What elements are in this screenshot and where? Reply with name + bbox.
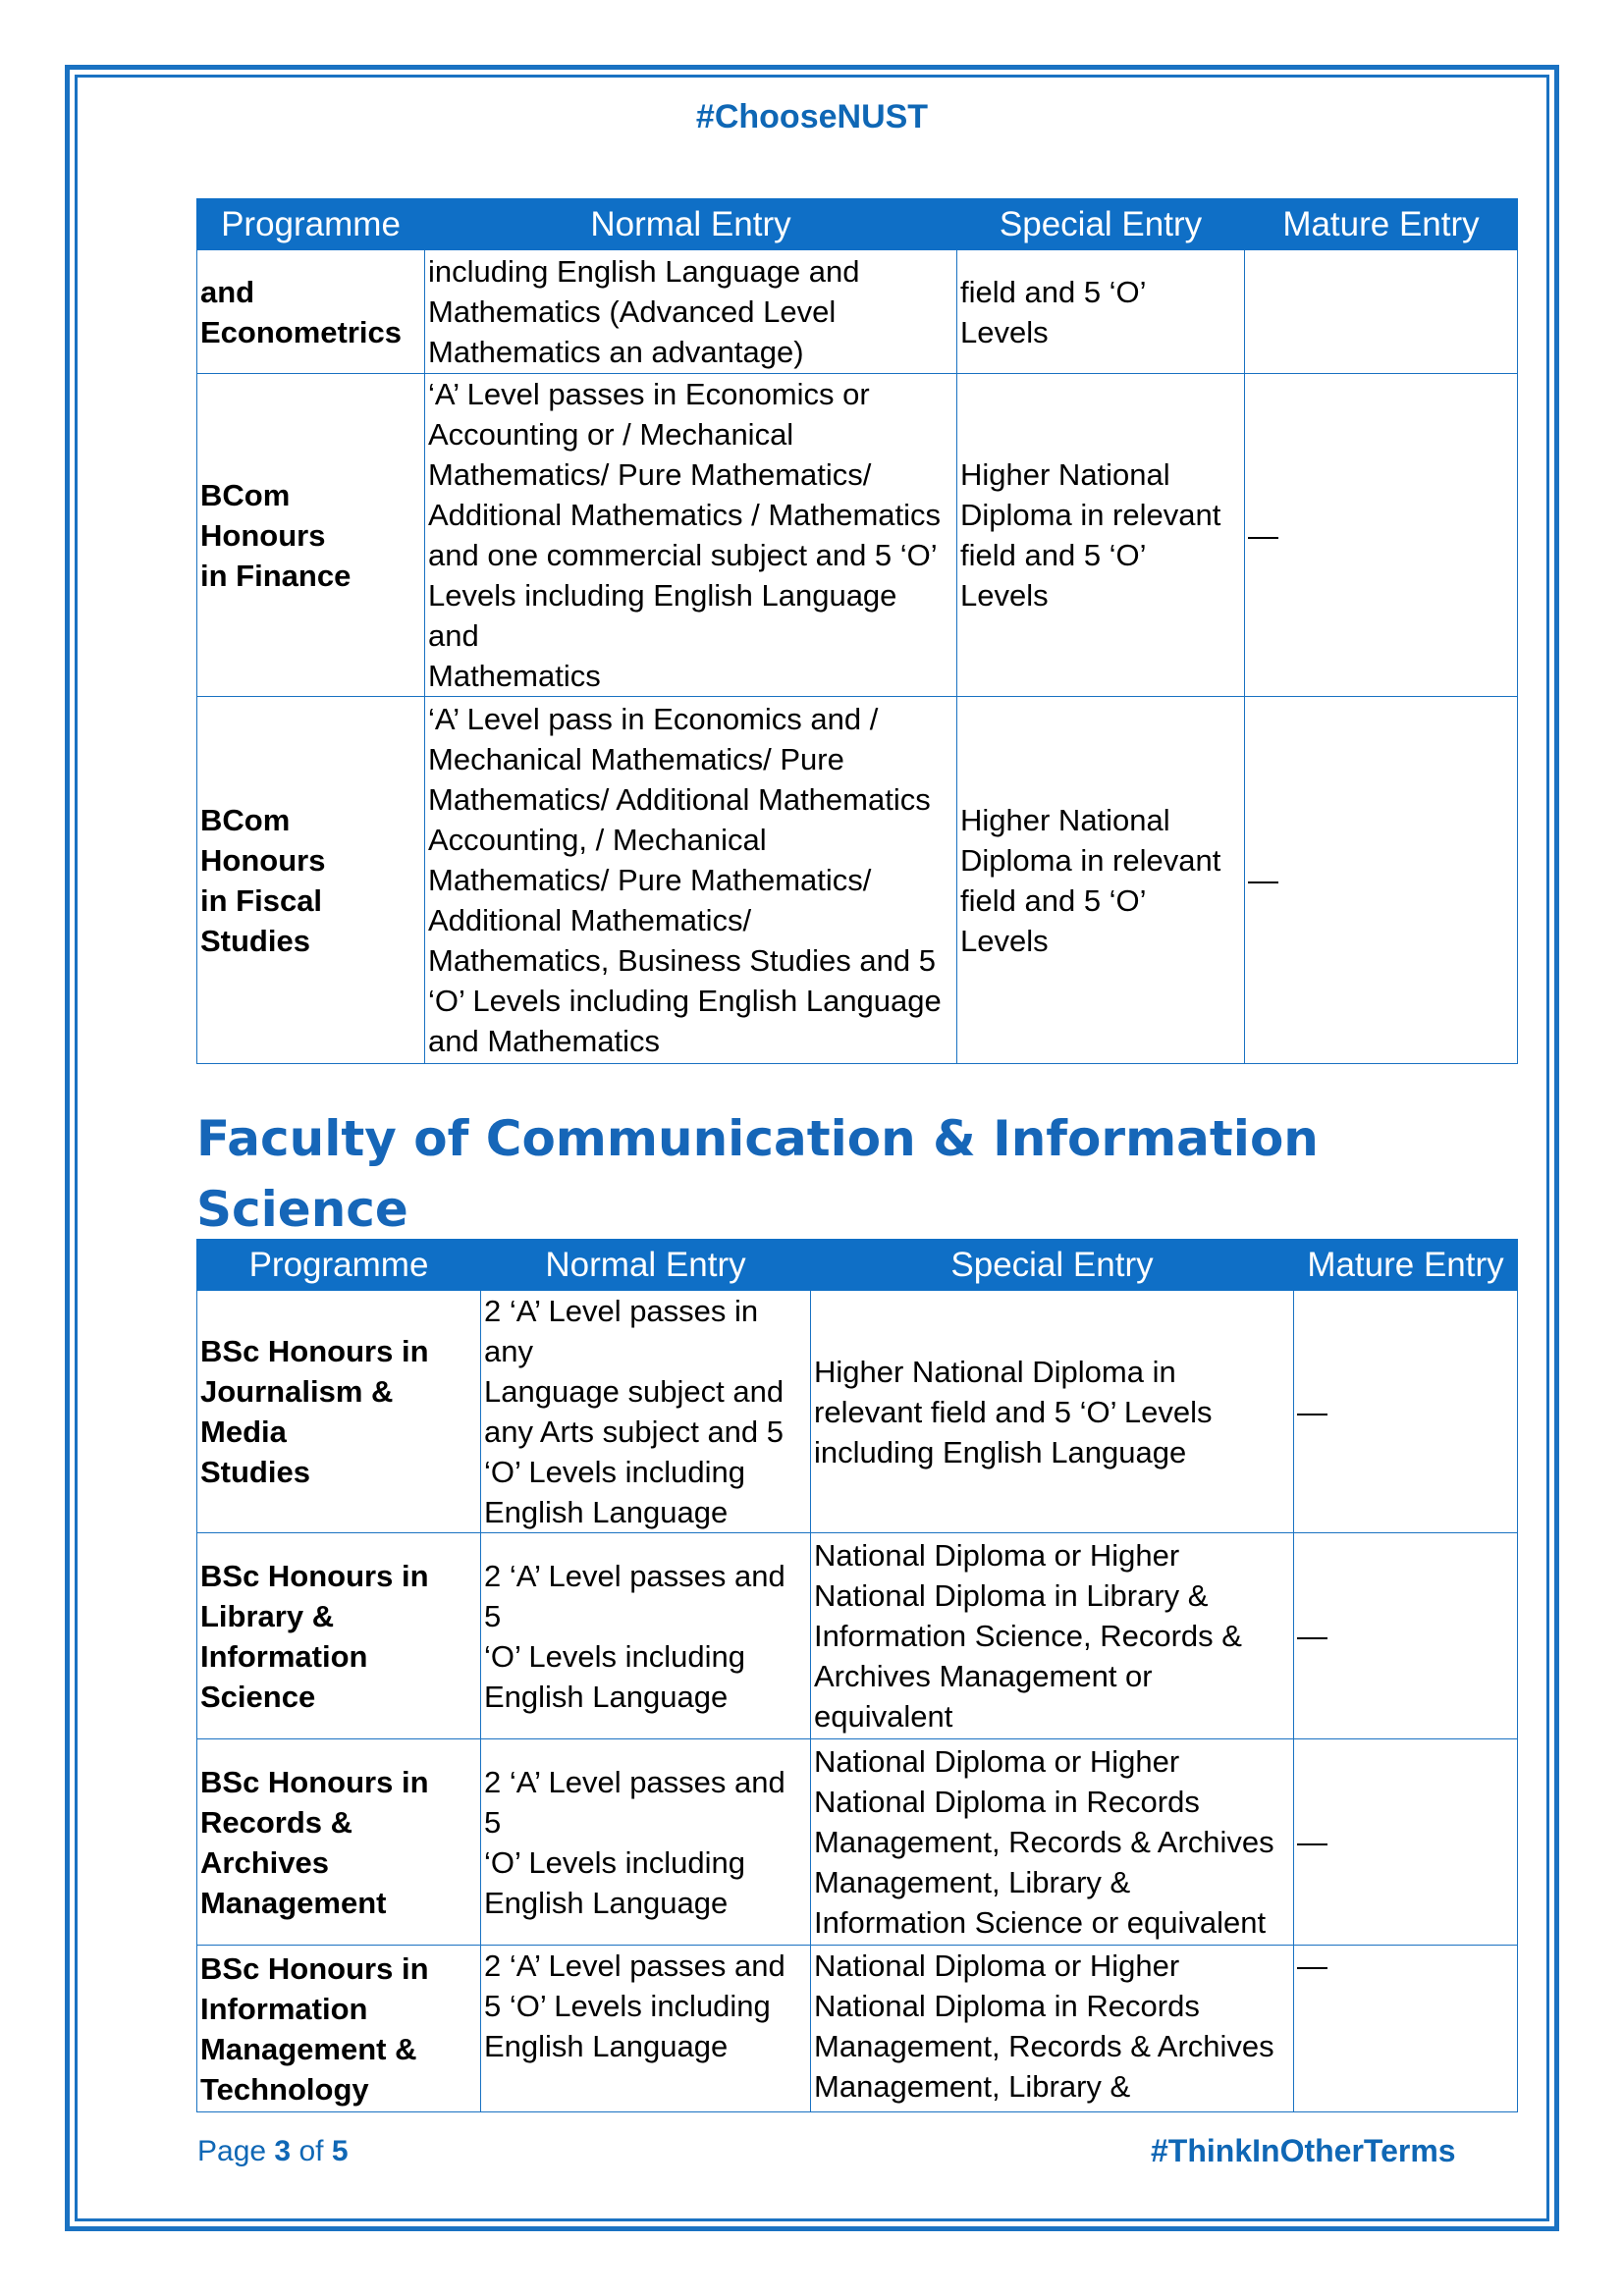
table-row [197,1946,1518,2112]
programme-cell: BSc Honours in Journalism & Media Studies [197,1291,481,1533]
programme-cell: BSc Honours in Records & Archives Management [197,1739,481,1946]
col-header-programme: Programme [197,199,425,250]
mature-entry-cell: — [1294,1291,1518,1533]
footer-hashtag: #ThinkInOtherTerms [1151,2133,1456,2168]
normal-entry-cell: 2 ‘A’ Level passes in any Language subject and any Arts subject and 5 ‘O’ Levels including English Language [481,1291,811,1533]
mature-entry-cell: — [1245,697,1518,1064]
special-entry-cell: National Diploma or Higher National Diploma in Library & Information Science, Records & Archives Management or equivalent [811,1533,1294,1739]
table-row [197,374,1518,697]
header-hashtag: #ChooseNUST [695,98,929,135]
mature-entry-cell: — [1294,1533,1518,1739]
special-entry-cell: Higher National Diploma in relevant field and 5 ‘O’ Levels including English Language [811,1291,1294,1533]
entry-requirements-table-economics [196,198,1518,1064]
col-header-normal-entry: Normal Entry [425,199,957,250]
programme-cell: and Econometrics [197,250,425,374]
special-entry-cell: Higher National Diploma in relevant field and 5 ‘O’ Levels [957,374,1245,697]
col-header-special-entry: Special Entry [811,1240,1294,1291]
programme-cell: BSc Honours in Library & Information Science [197,1533,481,1739]
normal-entry-cell: ‘A’ Level pass in Economics and / Mechanical Mathematics/ Pure Mathematics/ Additional Mathematics Accounting, / Mechanical Mathematics/ Pure Mathematics/ Additional Mathematics/ Mathematics, Business Studies and 5 ‘O’ Levels including English Language and Mathematics [425,697,957,1064]
normal-entry-cell: including English Language and Mathematics (Advanced Level Mathematics an advantage) [425,250,957,374]
special-entry-cell: Higher National Diploma in relevant field and 5 ‘O’ Levels [957,697,1245,1064]
normal-entry-cell: 2 ‘A’ Level passes and 5 ‘O’ Levels including English Language [481,1533,811,1739]
mature-entry-cell: — [1294,1739,1518,1946]
mature-entry-cell: — [1245,374,1518,697]
table-row [197,250,1518,374]
table-row [197,697,1518,1064]
programme-cell: BSc Honours in Information Management & Technology [197,1946,481,2112]
col-header-normal-entry: Normal Entry [481,1240,811,1291]
col-header-programme: Programme [197,1240,481,1291]
table-header-row [197,1240,1518,1291]
special-entry-cell: field and 5 ‘O’ Levels [957,250,1245,374]
table-row [197,1533,1518,1739]
col-header-mature-entry: Mature Entry [1294,1240,1518,1291]
special-entry-cell: National Diploma or Higher National Diploma in Records Management, Records & Archives Management, Library & [811,1946,1294,2112]
programme-cell: BCom Honours in Finance [197,374,425,697]
normal-entry-cell: 2 ‘A’ Level passes and 5 ‘O’ Levels including English Language [481,1739,811,1946]
faculty-heading: Faculty of Communication & Information Science [196,1110,1319,1238]
table-row [197,1739,1518,1946]
normal-entry-cell: ‘A’ Level passes in Economics or Accounting or / Mechanical Mathematics/ Pure Mathematics/ Additional Mathematics / Mathematics and one commercial subject and 5 ‘O’ Levels including English Language and Mathematics [425,374,957,697]
normal-entry-cell: 2 ‘A’ Level passes and 5 ‘O’ Levels including English Language [481,1946,811,2112]
col-header-mature-entry: Mature Entry [1245,199,1518,250]
table-header-row [197,199,1518,250]
col-header-special-entry: Special Entry [957,199,1245,250]
page-number: Page 3 of 5 [197,2135,349,2167]
entry-requirements-table-communication [196,1239,1518,2112]
table-row [197,1291,1518,1533]
mature-entry-cell [1245,250,1518,374]
programme-cell: BCom Honours in Fiscal Studies [197,697,425,1064]
special-entry-cell: National Diploma or Higher National Diploma in Records Management, Records & Archives Management, Library & Information Science or equivalent [811,1739,1294,1946]
mature-entry-cell: — [1294,1946,1518,2112]
